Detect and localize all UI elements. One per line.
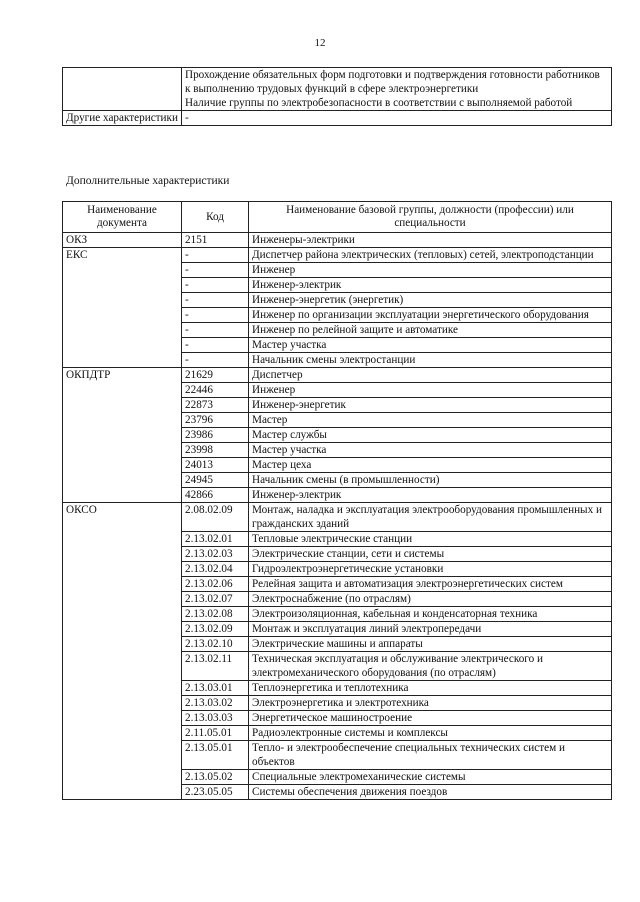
occupation-name-cell: Гидроэлектроэнергетические установки (249, 562, 612, 577)
code-cell: 2.13.02.06 (182, 577, 249, 592)
occupation-name-cell: Электрические машины и аппараты (249, 637, 612, 652)
occupation-name-cell: Релейная защита и автоматизация электроэнергетических систем (249, 577, 612, 592)
table-row (63, 233, 612, 248)
occupation-name-cell: Электрические станции, сети и системы (249, 547, 612, 562)
code-cell: 2.13.02.11 (182, 652, 249, 681)
code-cell: - (182, 308, 249, 323)
row-value: Прохождение обязательных форм подготовки и подтверждения готовности работников к выполнению трудовых функций в сфере электроэнергетики Наличие группы по электробезопасности в соответствии с выполняемой работой (182, 68, 612, 111)
code-cell: 2.13.02.04 (182, 562, 249, 577)
occupation-name-cell: Мастер службы (249, 428, 612, 443)
code-cell: - (182, 353, 249, 368)
code-cell: 2.08.02.09 (182, 503, 249, 532)
code-cell: 22446 (182, 383, 249, 398)
occupation-name-cell: Инженер по релейной защите и автоматике (249, 323, 612, 338)
occupation-name-cell: Техническая эксплуатация и обслуживание электрического и электромеханического оборудования (по отраслям) (249, 652, 612, 681)
page-number: 12 (314, 37, 326, 49)
occupation-name-cell: Инженер по организации эксплуатации энергетического оборудования (249, 308, 612, 323)
document-name-cell: ОКПДТР (63, 368, 182, 503)
qualification-requirements-table (62, 67, 612, 126)
occupation-name-cell: Диспетчер района электрических (тепловых) сетей, электроподстанции (249, 248, 612, 263)
row-value: - (182, 111, 612, 126)
code-cell: 42866 (182, 488, 249, 503)
occupation-name-cell: Мастер участка (249, 338, 612, 353)
code-cell: 2.13.05.02 (182, 770, 249, 785)
code-cell: - (182, 263, 249, 278)
document-name-cell: ОКСО (63, 503, 182, 800)
table-row (63, 503, 612, 532)
code-cell: 23998 (182, 443, 249, 458)
occupation-name-cell: Диспетчер (249, 368, 612, 383)
code-cell: - (182, 278, 249, 293)
code-cell: 2.13.03.02 (182, 696, 249, 711)
occupation-name-cell: Электроэнергетика и электротехника (249, 696, 612, 711)
occupation-name-cell: Энергетическое машиностроение (249, 711, 612, 726)
code-cell: 2.13.02.08 (182, 607, 249, 622)
code-cell: 2.13.02.01 (182, 532, 249, 547)
occupation-name-cell: Электроизоляционная, кабельная и конденсаторная техника (249, 607, 612, 622)
code-cell: 21629 (182, 368, 249, 383)
occupation-name-cell: Системы обеспечения движения поездов (249, 785, 612, 800)
code-cell: 2.13.03.03 (182, 711, 249, 726)
occupation-name-cell: Тепловые электрические станции (249, 532, 612, 547)
occupation-name-cell: Инженеры-электрики (249, 233, 612, 248)
occupation-name-cell: Начальник смены (в промышленности) (249, 473, 612, 488)
code-cell: 2.13.02.10 (182, 637, 249, 652)
code-cell: 23986 (182, 428, 249, 443)
code-cell: - (182, 323, 249, 338)
code-cell: - (182, 293, 249, 308)
code-cell: 2.13.02.03 (182, 547, 249, 562)
additional-characteristics-heading: Дополнительные характеристики (66, 175, 230, 187)
code-cell: 2.13.02.09 (182, 622, 249, 637)
code-cell: 2151 (182, 233, 249, 248)
occupation-name-cell: Радиоэлектронные системы и комплексы (249, 726, 612, 741)
row-label (63, 68, 182, 111)
code-cell: - (182, 248, 249, 263)
table-row (63, 368, 612, 383)
code-cell: 2.11.05.01 (182, 726, 249, 741)
header-group-name: Наименование базовой группы, должности (профессии) или специальности (249, 202, 612, 233)
row-label: Другие характеристики (63, 111, 182, 126)
occupation-name-cell: Монтаж и эксплуатация линий электропередачи (249, 622, 612, 637)
code-cell: 24945 (182, 473, 249, 488)
occupation-name-cell: Инженер-электрик (249, 488, 612, 503)
table-row (63, 111, 612, 126)
occupation-name-cell: Инженер (249, 263, 612, 278)
code-cell: 24013 (182, 458, 249, 473)
table-row (63, 248, 612, 263)
occupation-name-cell: Специальные электромеханические системы (249, 770, 612, 785)
occupation-name-cell: Мастер участка (249, 443, 612, 458)
document-name-cell: ОКЗ (63, 233, 182, 248)
document-name-cell: ЕКС (63, 248, 182, 368)
code-cell: 2.13.03.01 (182, 681, 249, 696)
occupation-name-cell: Инженер (249, 383, 612, 398)
occupation-name-cell: Мастер (249, 413, 612, 428)
code-cell: 2.13.05.01 (182, 741, 249, 770)
occupation-name-cell: Инженер-энергетик (энергетик) (249, 293, 612, 308)
code-cell: 22873 (182, 398, 249, 413)
code-cell: 2.23.05.05 (182, 785, 249, 800)
code-cell: - (182, 338, 249, 353)
occupation-name-cell: Теплоэнергетика и теплотехника (249, 681, 612, 696)
occupation-name-cell: Инженер-электрик (249, 278, 612, 293)
header-document-name: Наименование документа (63, 202, 182, 233)
occupation-name-cell: Инженер-энергетик (249, 398, 612, 413)
table-header-row (63, 202, 612, 233)
occupation-name-cell: Мастер цеха (249, 458, 612, 473)
occupation-name-cell: Тепло- и электрообеспечение специальных технических систем и объектов (249, 741, 612, 770)
additional-characteristics-table (62, 201, 612, 800)
code-cell: 23796 (182, 413, 249, 428)
occupation-name-cell: Монтаж, наладка и эксплуатация электрооборудования промышленных и гражданских зданий (249, 503, 612, 532)
header-code: Код (182, 202, 249, 233)
occupation-name-cell: Электроснабжение (по отраслям) (249, 592, 612, 607)
code-cell: 2.13.02.07 (182, 592, 249, 607)
table-row (63, 68, 612, 111)
occupation-name-cell: Начальник смены электростанции (249, 353, 612, 368)
